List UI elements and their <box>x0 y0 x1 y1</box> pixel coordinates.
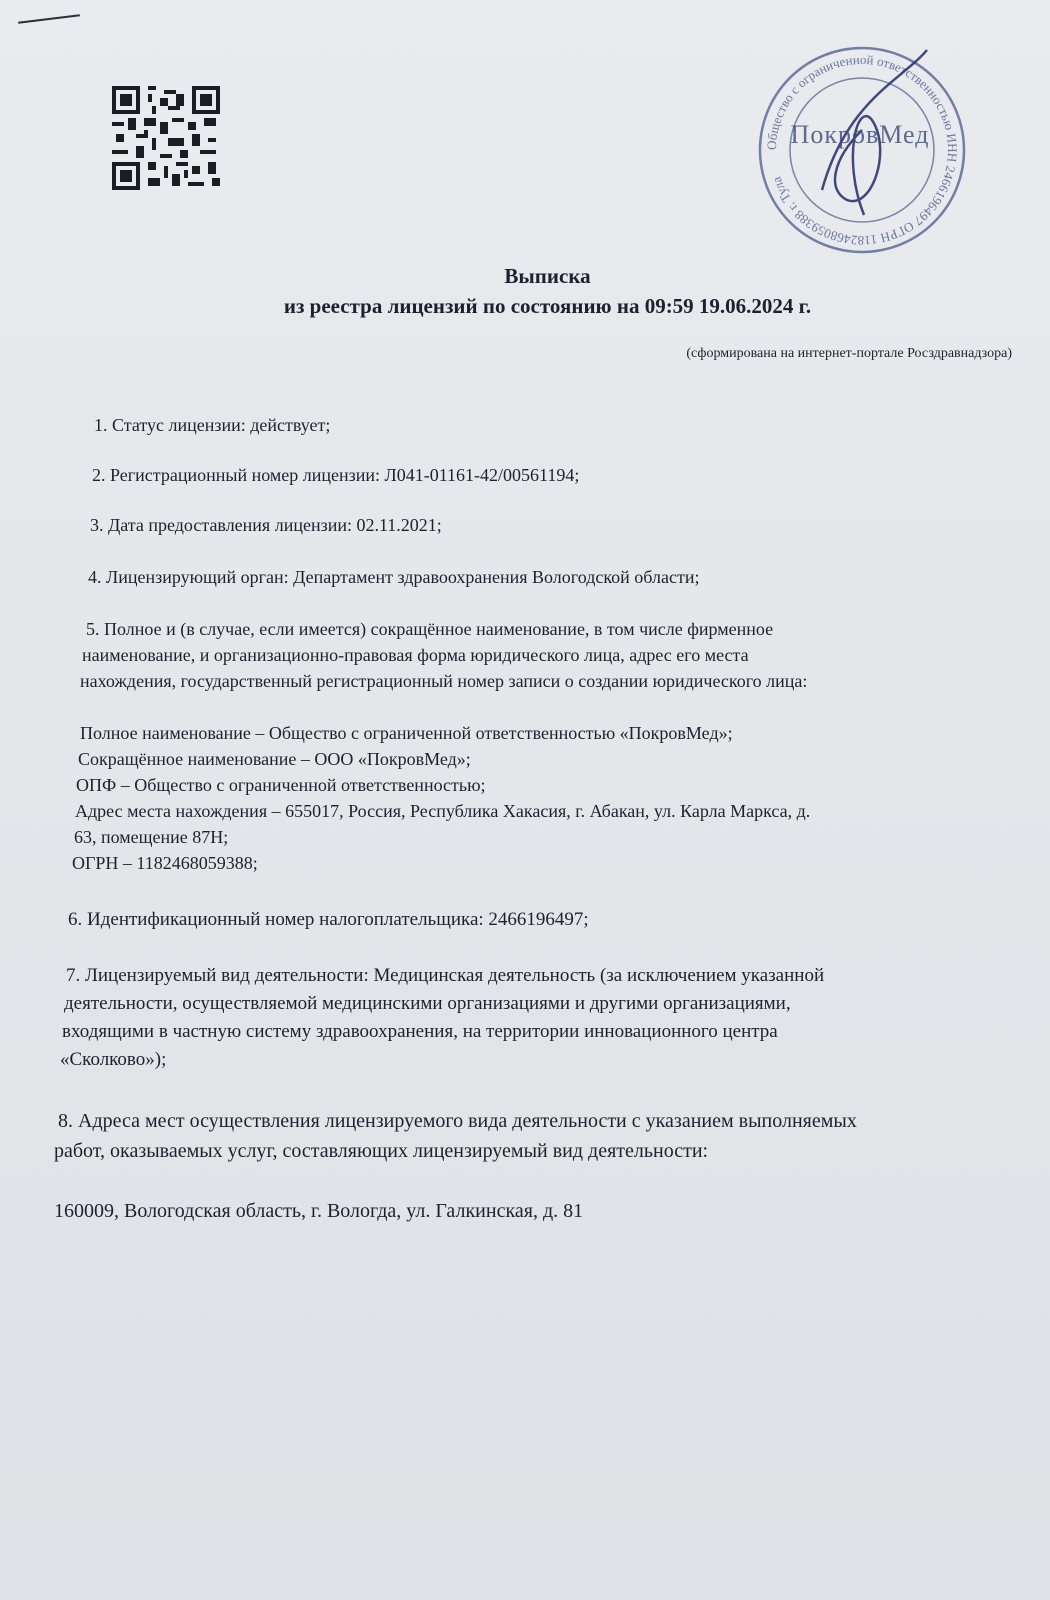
svg-text:Общество с ограниченной ответс <box>764 52 960 248</box>
address-line-1: Адрес места нахождения – 655017, Россия, Республика Хакасия, г. Абакан, ул. Карла Маркса, д. <box>75 801 811 821</box>
activity-address: 160009, Вологодская область, г. Вологда, ул. Галкинская, д. 81 <box>54 1200 584 1222</box>
item-7-line-4: «Сколково»); <box>60 1049 167 1070</box>
qr-code-icon <box>112 86 220 190</box>
address-line-2: 63, помещение 87Н; <box>74 827 229 847</box>
item-7-line-1: 7. Лицензируемый вид деятельности: Медицинская деятельность (за исключением указанной <box>66 965 825 986</box>
source-note: (сформирована на интернет-портале Росздравнадзора) <box>686 346 1012 361</box>
item-3-date: 3. Дата предоставления лицензии: 02.11.2021; <box>90 515 442 535</box>
item-5-line-2: наименование, и организационно-правовая форма юридического лица, адрес его места <box>82 645 749 665</box>
short-name: Сокращённое наименование – ООО «ПокровМед»; <box>78 749 471 769</box>
item-8-line-2: работ, оказываемых услуг, составляющих лицензируемый вид деятельности: <box>54 1140 709 1162</box>
item-4-authority: 4. Лицензирующий орган: Департамент здравоохранения Вологодской области; <box>88 567 700 587</box>
item-6-inn: 6. Идентификационный номер налогоплательщика: 2466196497; <box>68 909 589 930</box>
document-subtitle: из реестра лицензий по состоянию на 09:59 19.06.2024 г. <box>283 294 812 318</box>
ogrn: ОГРН – 1182468059388; <box>72 853 258 873</box>
item-1-status: 1. Статус лицензии: действует; <box>94 415 331 435</box>
pen-stroke <box>18 14 80 24</box>
seal-ring-text: Общество с ограниченной ответственностью ИНН 2466196497 ОГРН 1182468059388 г. Тула <box>763 51 961 249</box>
item-7-line-2: деятельности, осуществляемой медицинскими организациями и другими организациями, <box>64 993 791 1014</box>
item-8-line-1: 8. Адреса мест осуществления лицензируемого вида деятельности с указанием выполняемых <box>58 1110 857 1132</box>
seal-center-text: ПокровМед <box>790 120 930 149</box>
document-title: Выписка <box>504 264 591 288</box>
item-7-line-3: входящими в частную систему здравоохранения, на территории инновационного центра <box>62 1021 778 1042</box>
item-5-line-1: 5. Полное и (в случае, если имеется) сокращённое наименование, в том числе фирменное <box>86 619 774 639</box>
company-seal-icon <box>752 40 972 260</box>
full-name: Полное наименование – Общество с ограниченной ответственностью «ПокровМед»; <box>80 723 733 743</box>
item-5-line-3: нахождения, государственный регистрационный номер записи о создании юридического лица: <box>80 671 808 691</box>
legal-form: ОПФ – Общество с ограниченной ответственностью; <box>76 775 486 795</box>
item-2-reg-number: 2. Регистрационный номер лицензии: Л041-01161-42/00561194; <box>92 465 580 485</box>
